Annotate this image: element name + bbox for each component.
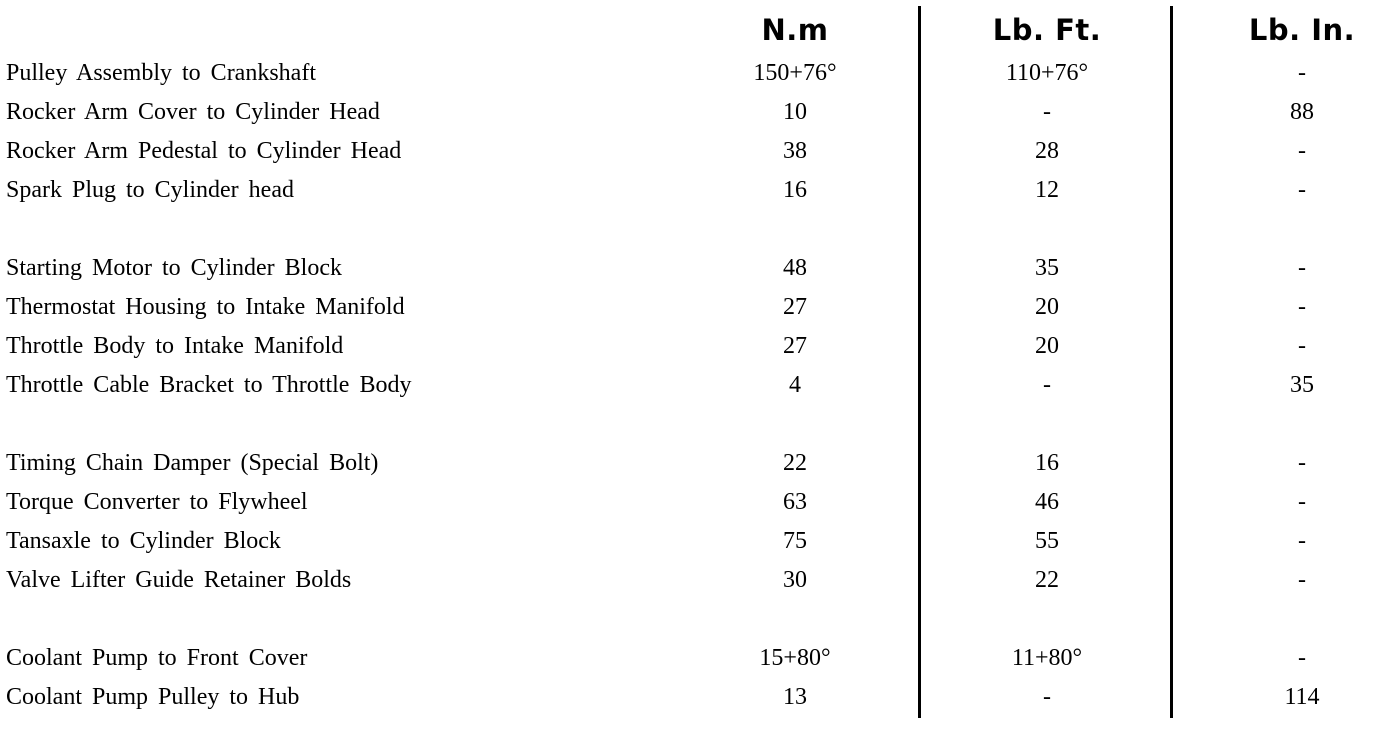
- row-lb-in-value: -: [1298, 138, 1306, 164]
- row-nm-value: 16: [783, 177, 807, 203]
- row-lb-in-value: -: [1298, 333, 1306, 359]
- table-row: [0, 367, 1392, 403]
- row-lb-in-value: -: [1298, 294, 1306, 320]
- row-nm-value: 22: [783, 450, 807, 476]
- table-row: [0, 328, 1392, 364]
- row-nm-value: 75: [783, 528, 807, 554]
- row-description: Spark Plug to Cylinder head: [6, 177, 294, 203]
- table-row: [0, 679, 1392, 715]
- row-lb-in-value: -: [1298, 528, 1306, 554]
- row-description: Torque Converter to Flywheel: [6, 489, 308, 515]
- row-lb-ft-value: 12: [1035, 177, 1059, 203]
- row-lb-in-value: -: [1298, 645, 1306, 671]
- row-lb-in-value: -: [1298, 177, 1306, 203]
- row-nm-value: 10: [783, 99, 807, 125]
- row-nm-value: 27: [783, 333, 807, 359]
- table-row: [0, 445, 1392, 481]
- row-lb-in-value: 35: [1290, 372, 1314, 398]
- row-lb-in-value: -: [1298, 60, 1306, 86]
- row-lb-ft-value: 35: [1035, 255, 1059, 281]
- row-lb-ft-value: 55: [1035, 528, 1059, 554]
- row-lb-in-value: 88: [1290, 99, 1314, 125]
- row-nm-value: 63: [783, 489, 807, 515]
- row-lb-ft-value: 20: [1035, 294, 1059, 320]
- row-description: Coolant Pump Pulley to Hub: [6, 684, 300, 710]
- row-lb-in-value: -: [1298, 567, 1306, 593]
- table-row: [0, 55, 1392, 91]
- row-nm-value: 27: [783, 294, 807, 320]
- row-nm-value: 30: [783, 567, 807, 593]
- table-row: [0, 94, 1392, 130]
- row-lb-in-value: -: [1298, 450, 1306, 476]
- header-lb-in: Lb. In.: [1248, 13, 1356, 47]
- row-nm-value: 38: [783, 138, 807, 164]
- table-row: [0, 172, 1392, 208]
- row-lb-in-value: -: [1298, 489, 1306, 515]
- row-lb-ft-value: 11+80°: [1011, 645, 1083, 671]
- table-row: [0, 133, 1392, 169]
- row-description: Rocker Arm Pedestal to Cylinder Head: [6, 138, 402, 164]
- row-lb-ft-value: -: [1043, 684, 1051, 710]
- table-row: [0, 289, 1392, 325]
- row-lb-ft-value: 28: [1035, 138, 1059, 164]
- row-description: Throttle Body to Intake Manifold: [6, 333, 344, 359]
- row-lb-ft-value: 46: [1035, 489, 1059, 515]
- row-lb-in-value: -: [1298, 255, 1306, 281]
- row-description: Timing Chain Damper (Special Bolt): [6, 450, 379, 476]
- row-lb-ft-value: -: [1043, 99, 1051, 125]
- row-description: Thermostat Housing to Intake Manifold: [6, 294, 405, 320]
- row-nm-value: 13: [783, 684, 807, 710]
- row-description: Rocker Arm Cover to Cylinder Head: [6, 99, 380, 125]
- row-lb-ft-value: -: [1043, 372, 1051, 398]
- table-row: [0, 484, 1392, 520]
- row-nm-value: 150+76°: [753, 60, 837, 86]
- row-nm-value: 48: [783, 255, 807, 281]
- table-row: [0, 562, 1392, 598]
- row-description: Tansaxle to Cylinder Block: [6, 528, 281, 554]
- header-nm: N.m: [761, 13, 829, 47]
- row-description: Coolant Pump to Front Cover: [6, 645, 308, 671]
- header-lb-ft: Lb. Ft.: [992, 13, 1102, 47]
- row-description: Valve Lifter Guide Retainer Bolds: [6, 567, 352, 593]
- row-lb-ft-value: 22: [1035, 567, 1059, 593]
- row-description: Pulley Assembly to Crankshaft: [6, 60, 316, 86]
- table-row: [0, 523, 1392, 559]
- row-description: Throttle Cable Bracket to Throttle Body: [6, 372, 412, 398]
- row-lb-ft-value: 20: [1035, 333, 1059, 359]
- table-row: [0, 250, 1392, 286]
- row-description: Starting Motor to Cylinder Block: [6, 255, 342, 281]
- row-lb-in-value: 114: [1284, 684, 1320, 710]
- row-nm-value: 4: [789, 372, 801, 398]
- row-lb-ft-value: 110+76°: [1005, 60, 1089, 86]
- row-lb-ft-value: 16: [1035, 450, 1059, 476]
- row-nm-value: 15+80°: [759, 645, 831, 671]
- table-row: [0, 640, 1392, 676]
